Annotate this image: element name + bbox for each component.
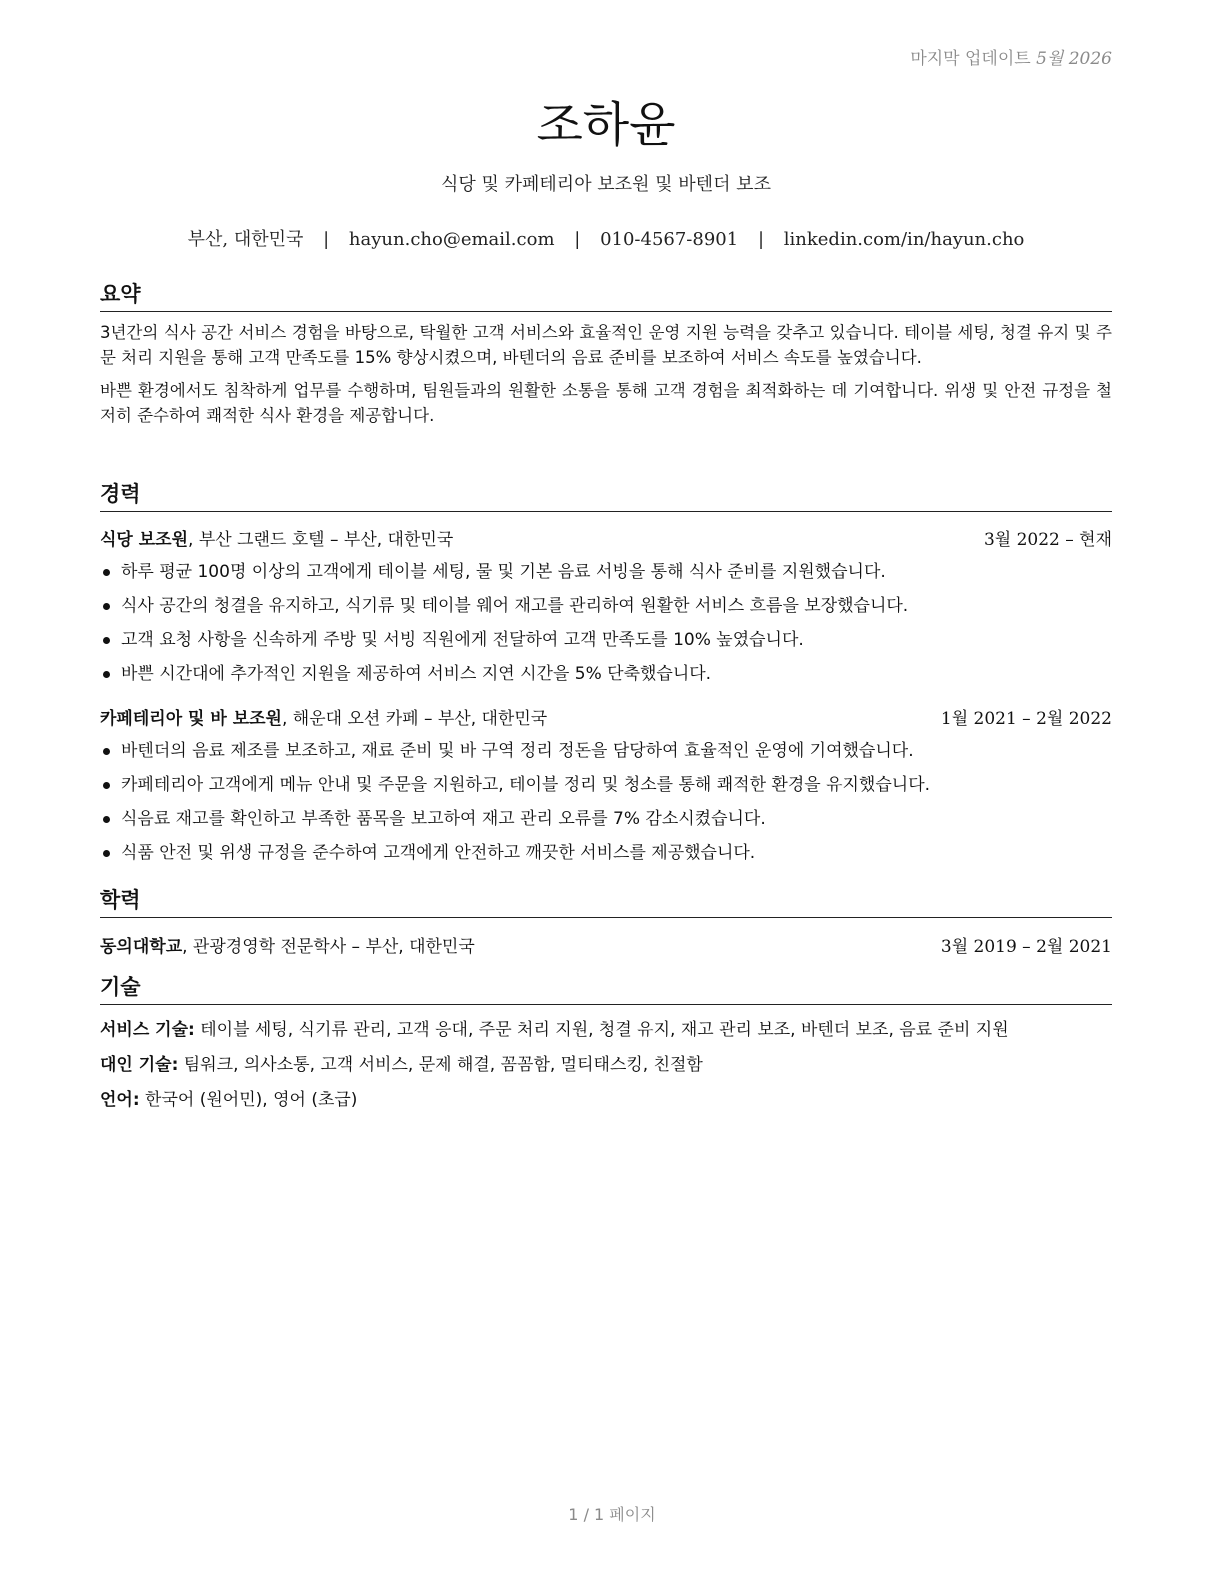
last-updated-month: 5월 — [1036, 49, 1064, 69]
list-item — [100, 734, 1112, 768]
bullet-icon — [103, 748, 110, 755]
bullet-icon — [103, 603, 110, 610]
bullet-icon — [103, 816, 110, 823]
job-header — [100, 525, 1112, 551]
job-place: , 해운대 오션 카페 – 부산, 대한민국 — [281, 709, 548, 729]
job-bullets — [100, 555, 1112, 691]
list-item — [100, 589, 1112, 623]
summary-paragraph: 3년간의 식사 공간 서비스 경험을 바탕으로, 탁월한 고객 서비스와 효율적인 운영 지원 능력을 갖추고 있습니다. 테이블 세팅, 청결 유지 및 주문 처리 지원을 통해 고객 만족도를 15% 향상시켰으며, 바텐더의 음료 준비를 보조하여 서비스 속도를 높였습니다. — [100, 323, 1112, 367]
section-title-experience: 경력 — [100, 478, 1112, 512]
skills-section — [100, 971, 1112, 1118]
job-title: 식당 및 카페테리아 보조원 및 바텐더 보조 — [441, 174, 771, 195]
education-dates: 3월 2019 – 2월 2021 — [940, 937, 1112, 957]
bullet-text: 바텐더의 음료 제조를 보조하고, 재료 준비 및 바 구역 정리 정돈을 담당하여 효율적인 운영에 기여했습니다. — [121, 741, 914, 761]
school-name: 동의대학교 — [100, 937, 183, 957]
section-title-skills: 기술 — [100, 971, 1112, 1005]
last-updated-year: 2026 — [1068, 49, 1112, 69]
section-title-education: 학력 — [100, 884, 1112, 918]
bullet-icon — [103, 850, 110, 857]
bullet-icon — [103, 782, 110, 789]
summary-paragraph: 바쁜 환경에서도 침착하게 업무를 수행하며, 팀원들과의 원활한 소통을 통해 고객 경험을 최적화하는 데 기여합니다. 위생 및 안전 규정을 철저히 준수하여 쾌적한 식사 환경을 제공합니다. — [100, 381, 1112, 425]
education-section — [100, 884, 1112, 958]
skill-label: 언어: — [100, 1090, 140, 1110]
list-item — [100, 623, 1112, 657]
job-bullets — [100, 734, 1112, 870]
list-item — [100, 768, 1112, 802]
contact-phone: 010-4567-8901 — [600, 229, 739, 250]
bullet-text: 식음료 재고를 확인하고 부족한 품목을 보고하여 재고 관리 오류를 7% 감소시켰습니다. — [121, 809, 766, 829]
bullet-text: 식사 공간의 청결을 유지하고, 식기류 및 테이블 웨어 재고를 관리하여 원활한 서비스 흐름을 보장했습니다. — [121, 596, 909, 616]
contact-separator: | — [574, 229, 581, 250]
bullet-text: 하루 평균 100명 이상의 고객에게 테이블 세팅, 물 및 기본 음료 서빙을 통해 식사 준비를 지원했습니다. — [121, 562, 886, 582]
skill-label: 서비스 기술: — [100, 1020, 195, 1040]
summary-section — [100, 278, 1112, 428]
job-entry — [100, 525, 1112, 691]
last-updated-label: 마지막 업데이트 — [910, 49, 1031, 69]
education-entry — [100, 932, 1112, 958]
bullet-text: 카페테리아 고객에게 메뉴 안내 및 주문을 지원하고, 테이블 정리 및 청소를 통해 쾌적한 환경을 유지했습니다. — [121, 775, 931, 795]
skill-line — [100, 1013, 1112, 1048]
list-item — [100, 555, 1112, 589]
contact-separator: | — [757, 229, 765, 250]
contact-location: 부산, 대한민국 — [187, 229, 304, 250]
job-heading — [100, 704, 547, 729]
list-item — [100, 802, 1112, 836]
page-number: 1 / 1 페이지 — [568, 1505, 656, 1524]
job-role: 식당 보조원 — [100, 530, 189, 550]
experience-section — [100, 478, 1112, 870]
job-entry — [100, 704, 1112, 870]
bullet-icon — [103, 637, 110, 644]
job-dates: 3월 2022 – 현재 — [983, 530, 1112, 550]
bullet-text: 고객 요청 사항을 신속하게 주방 및 서빙 직원에게 전달하여 고객 만족도를 10% 높였습니다. — [121, 630, 804, 650]
skills-list — [100, 1013, 1112, 1118]
job-role: 카페테리아 및 바 보조원 — [100, 709, 282, 729]
skill-line — [100, 1048, 1112, 1083]
bullet-text: 식품 안전 및 위생 규정을 준수하여 고객에게 안전하고 깨끗한 서비스를 제공했습니다. — [121, 843, 756, 863]
list-item — [100, 657, 1112, 691]
bullet-icon — [103, 569, 110, 576]
bullet-icon — [103, 671, 110, 678]
skill-value: 테이블 세팅, 식기류 관리, 고객 응대, 주문 처리 지원, 청결 유지, 재고 관리 보조, 바텐더 보조, 음료 준비 지원 — [194, 1020, 1009, 1040]
contact-separator: | — [323, 229, 330, 250]
last-updated — [910, 44, 1112, 69]
contact-line — [100, 225, 1112, 251]
section-title-summary: 요약 — [100, 278, 1112, 312]
education-heading — [100, 932, 475, 957]
job-heading — [100, 525, 453, 550]
bullet-text: 바쁜 시간대에 추가적인 지원을 제공하여 서비스 지연 시간을 5% 단축했습니다. — [121, 664, 712, 684]
skill-value: 한국어 (원어민), 영어 (초급) — [139, 1090, 358, 1110]
skill-value: 팀워크, 의사소통, 고객 서비스, 문제 해결, 꼼꼼함, 멀티태스킹, 친절함 — [178, 1055, 703, 1075]
contact-linkedin[interactable]: linkedin.com/in/hayun.cho — [783, 229, 1025, 250]
skill-line — [100, 1083, 1112, 1118]
job-place: , 부산 그랜드 호텔 – 부산, 대한민국 — [188, 530, 454, 550]
list-item — [100, 836, 1112, 870]
job-dates: 1월 2021 – 2월 2022 — [940, 709, 1112, 729]
contact-email[interactable]: hayun.cho@email.com — [348, 229, 555, 250]
education-detail: , 관광경영학 전문학사 – 부산, 대한민국 — [182, 937, 475, 957]
candidate-name: 조하윤 — [536, 97, 676, 153]
job-header — [100, 704, 1112, 730]
skill-label: 대인 기술: — [100, 1055, 179, 1075]
